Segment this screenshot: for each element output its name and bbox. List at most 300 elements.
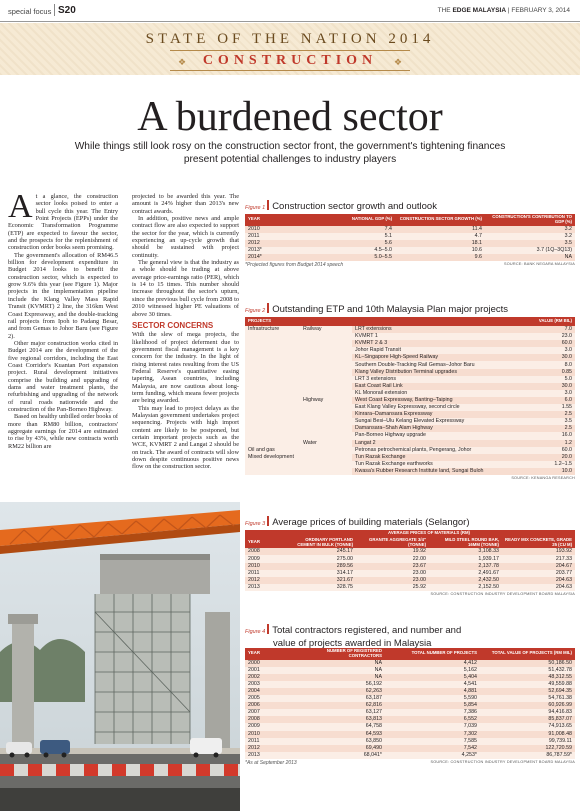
- table-cell: 2,491.67: [429, 570, 502, 577]
- figure-label: Figure 2: [245, 308, 266, 314]
- table-cell: 7,386: [385, 709, 480, 716]
- table-cell: 4.7: [395, 233, 485, 240]
- column-header: CONSTRUCTION'S CONTRIBUTION TO GDP (%): [485, 214, 575, 226]
- table-cell: [245, 347, 300, 354]
- paragraph: With the slew of mega projects, the likelihood of project deferment due to government fiscal management is a key concern for the industry. In the light of rising interest rates resulting from the US Federal Reserve's quantitative easing tapering, Asean countries, including Malaysia, are now cautious about long-term funding, which means fewer projects are being awarded.: [132, 331, 239, 405]
- banner-subtitle: CONSTRUCTION: [202, 53, 378, 68]
- table-cell: [245, 376, 300, 383]
- table-row: [245, 233, 575, 240]
- paragraph: [8, 188, 118, 252]
- table-cell: [300, 383, 352, 390]
- table-cell: 63,187: [290, 695, 385, 702]
- table-cell: [300, 418, 352, 425]
- projects-table: [245, 317, 575, 475]
- table-cell: 204.63: [502, 584, 575, 591]
- table-cell: 54,761.38: [480, 695, 575, 702]
- column-header: NATIONAL GDP (%): [315, 214, 395, 226]
- table-cell: 85,837.07: [480, 716, 575, 723]
- table-cell: 5.6: [315, 240, 395, 247]
- table-row: [245, 688, 575, 695]
- table-cell: [245, 425, 300, 432]
- ornament-right-icon: ❖: [394, 57, 403, 67]
- table-cell: 64,593: [290, 731, 385, 738]
- table-row: [245, 240, 575, 247]
- table-cell: 63,850: [290, 738, 385, 745]
- table-cell: [300, 361, 352, 368]
- table-cell: 23.0: [532, 333, 575, 340]
- table-cell: 3.5: [485, 240, 575, 247]
- paragraph: projected to be awarded this year. The amount is 24% higher than 2013's new contract awards.: [132, 193, 239, 215]
- contractors-table: [245, 648, 575, 759]
- column-header: YEAR: [245, 214, 315, 226]
- table-cell: [300, 390, 352, 397]
- banner-rule-top: [170, 50, 410, 51]
- table-row: [245, 447, 575, 454]
- table-cell: 62,263: [290, 688, 385, 695]
- table-cell: NA: [290, 667, 385, 674]
- table-cell: [300, 432, 352, 439]
- table-row: [245, 738, 575, 745]
- table-cell: 68,041*: [290, 752, 385, 759]
- table-row: [245, 404, 575, 411]
- table-row: [245, 702, 575, 709]
- figure-title: [245, 516, 575, 530]
- table-cell: 2013*: [245, 247, 315, 254]
- table-cell: [300, 461, 352, 468]
- column-header: READY MIX CONCRETE, GRADE 25 (CU M): [502, 537, 575, 549]
- table-cell: 2011: [245, 570, 283, 577]
- table-cell: 1.55: [532, 404, 575, 411]
- footnote: *Projected figures from Budget 2014 speech: [245, 262, 344, 269]
- table-cell: Tun Razak Exchange earthworks: [352, 461, 532, 468]
- table-cell: 3.5: [532, 418, 575, 425]
- table-cell: KL–Singapore High-Speed Railway: [352, 354, 532, 361]
- body-column-2: [132, 193, 239, 471]
- table-row: [245, 548, 575, 555]
- table-cell: Johor Rapid Transit: [352, 347, 532, 354]
- column-header: NUMBER OF REGISTERED CONTRACTORS: [290, 648, 385, 660]
- table-cell: 23.00: [356, 577, 429, 584]
- table-cell: Railway: [300, 326, 352, 333]
- table-row: [245, 695, 575, 702]
- materials-table: [245, 530, 575, 591]
- subheading: SECTOR CONCERNS: [132, 320, 214, 330]
- table-cell: 16.0: [532, 432, 575, 439]
- construction-photo-icon: [0, 502, 240, 811]
- figure-2: [245, 303, 575, 484]
- table-cell: [245, 354, 300, 361]
- table-cell: [300, 411, 352, 418]
- source-line: SOURCE: KENANGA RESEARCH: [511, 475, 575, 480]
- table-row: [245, 333, 575, 340]
- paragraph: The government's allocation of RM46.5 billion for development expenditure in Budget 2014 looks to benefit the construction sector, which is expected to grow 9.6% this year (see Figure 1). Major projects in the implementation pipeline include the Klang Valley Mass Rapid Transit (KVMRT) 2 line, the 316km West Coast Expressway, and the double-tracking rail projects from Ipoh to Padang Besar, and from Gemas to Johor Baru (see Figure 2).: [8, 251, 118, 340]
- table-cell: 275.00: [283, 555, 356, 562]
- table-cell: 60,926.99: [480, 702, 575, 709]
- figure-note: [245, 592, 575, 600]
- table-cell: 2008: [245, 716, 290, 723]
- table-cell: [300, 340, 352, 347]
- table-cell: 5,854: [385, 702, 480, 709]
- table-row: [245, 745, 575, 752]
- table-cell: [245, 440, 300, 447]
- figure-note: [245, 262, 575, 270]
- column-header: PROJECTS: [245, 317, 300, 326]
- table-cell: 2012: [245, 745, 290, 752]
- table-cell: 2.5: [532, 425, 575, 432]
- table-row: [245, 226, 575, 233]
- table-body: [245, 226, 575, 261]
- table-cell: Infrastructure: [245, 326, 300, 333]
- figure-title-text: Construction sector growth and outlook: [272, 201, 437, 212]
- table-cell: 20.0: [532, 454, 575, 461]
- table-cell: 2011: [245, 233, 315, 240]
- table-cell: 2001: [245, 667, 290, 674]
- column-header-blank: [245, 530, 283, 537]
- ornament-left-icon: ❖: [178, 57, 187, 67]
- table-cell: 3.7 (1Q–3Q13): [485, 247, 575, 254]
- table-cell: 3,108.33: [429, 548, 502, 555]
- figure-label: Figure 3: [245, 521, 266, 527]
- table-cell: 2008: [245, 548, 283, 555]
- table-row: [245, 660, 575, 667]
- table-body: [245, 548, 575, 591]
- table-row: [245, 418, 575, 425]
- table-cell: 5.0–5.5: [315, 254, 395, 261]
- table-row: [245, 667, 575, 674]
- column-header: MILD STEEL ROUND BAR, 16MM (TONNE): [429, 537, 502, 549]
- table-cell: 2014*: [245, 254, 315, 261]
- source-line: SOURCE: CONSTRUCTION INDUSTRY DEVELOPMENT BOARD MALAYSIA: [430, 591, 575, 596]
- table-cell: Pan-Borneo Highway upgrade: [352, 432, 532, 439]
- table-row: [245, 555, 575, 562]
- table-cell: 23.67: [356, 563, 429, 570]
- column-header: ORDINARY PORTLAND CEMENT IN BULK (TONNE): [283, 537, 356, 549]
- table-cell: 1,939.17: [429, 555, 502, 562]
- body-column-1: [8, 188, 118, 450]
- figure-label: Figure 1: [245, 205, 266, 211]
- table-row: [245, 716, 575, 723]
- table-cell: NA: [290, 674, 385, 681]
- table-cell: 91,008.48: [480, 731, 575, 738]
- table-cell: LRT 3 extensions: [352, 376, 532, 383]
- table-cell: 63,813: [290, 716, 385, 723]
- construction-site-photo: [0, 502, 240, 811]
- table-header-row: [245, 317, 575, 326]
- table-cell: [245, 369, 300, 376]
- paragraph-text: t a glance, the construction sector looks poised to enter a bull cycle this year. The Entry Point Projects (EPPs) under the Economic Transformation Programme (ETP) are expected to favour the sector, and the prospects for the replenishment of construction order books seem promising.: [8, 193, 118, 252]
- banner-rule-bottom: [170, 70, 410, 71]
- table-cell: [245, 397, 300, 404]
- table-cell: 4,541: [385, 681, 480, 688]
- table-cell: 7,542: [385, 745, 480, 752]
- table-cell: [245, 418, 300, 425]
- table-cell: 2013: [245, 752, 290, 759]
- table-cell: 6.0: [532, 397, 575, 404]
- table-cell: 2007: [245, 709, 290, 716]
- table-cell: 328.75: [283, 584, 356, 591]
- table-cell: LRT extensions: [352, 326, 532, 333]
- figure-title: [245, 303, 575, 317]
- table-cell: [300, 404, 352, 411]
- table-cell: NA: [290, 660, 385, 667]
- title-accent-bar: [267, 200, 269, 210]
- table-cell: West Coast Expressway, Banting–Taiping: [352, 397, 532, 404]
- table-cell: 2002: [245, 674, 290, 681]
- table-cell: 4,253*: [385, 752, 480, 759]
- table-cell: 2000: [245, 660, 290, 667]
- table-cell: Highway: [300, 397, 352, 404]
- table-cell: 2003: [245, 681, 290, 688]
- table-header-row: [245, 648, 575, 660]
- table-cell: 2006: [245, 702, 290, 709]
- table-cell: 18.1: [395, 240, 485, 247]
- article-standfirst: While things still look rosy on the construction sector front, the government's tightening finances present potential challenges to industry players: [74, 141, 506, 165]
- table-cell: 204.67: [502, 563, 575, 570]
- table-cell: KL Monorail extension: [352, 390, 532, 397]
- table-cell: Southern Double-Tracking Rail Gemas–Johor Baru: [352, 361, 532, 368]
- table-cell: KVMRT 1: [352, 333, 532, 340]
- table-row: [245, 326, 575, 333]
- table-cell: 2013: [245, 584, 283, 591]
- source-line: SOURCE: BANK NEGARA MALAYSIA: [504, 262, 575, 267]
- table-cell: 2010: [245, 226, 315, 233]
- table-cell: 69,490: [290, 745, 385, 752]
- table-row: [245, 752, 575, 759]
- table-header-row: [245, 214, 575, 226]
- table-cell: 64,758: [290, 723, 385, 730]
- paragraph: Other major construction works cited in Budget 2014 are the development of the five regional corridors, including the East Coast Corridor's Kuantan Port expansion project. Rural development initiatives comprise the building and upgrading of dams and water treatment plants, the refurbishing and upgrading of the network of rural roads nationwide and the construction of the Pan-Borneo Highway.: [8, 339, 118, 413]
- table-cell: KVMRT 2 & 3: [352, 340, 532, 347]
- figure-note: [245, 476, 575, 484]
- figure-1: [245, 200, 575, 270]
- table-cell: [300, 447, 352, 454]
- table-cell: 245.17: [283, 548, 356, 555]
- table-cell: [300, 376, 352, 383]
- section-label: special focus: [8, 7, 52, 16]
- publication-date: FEBRUARY 3, 2014: [511, 7, 570, 14]
- paragraph: In addition, positive news and ample contract flow are also expected to support the sector for the year, which is currently experiencing an up-cycle growth that should be sustained with project continuity.: [132, 215, 239, 259]
- table-cell: 2,432.50: [429, 577, 502, 584]
- table-cell: 19.92: [356, 548, 429, 555]
- table-cell: 314.17: [283, 570, 356, 577]
- growth-table: [245, 214, 575, 261]
- table-cell: 8.0: [532, 361, 575, 368]
- table-cell: East Coast Rail Link: [352, 383, 532, 390]
- drop-cap: A: [8, 188, 33, 225]
- table-cell: 1.2–1.5: [532, 461, 575, 468]
- table-row: [245, 425, 575, 432]
- table-cell: 2005: [245, 695, 290, 702]
- table-cell: 3.2: [485, 233, 575, 240]
- table-cell: East Klang Valley Expressway, second circle: [352, 404, 532, 411]
- table-cell: 2,152.50: [429, 584, 502, 591]
- table-cell: Sungai Besi–Ulu Kelang Elevated Expressway: [352, 418, 532, 425]
- table-cell: 22.00: [356, 555, 429, 562]
- table-cell: [245, 461, 300, 468]
- table-cell: 30.0: [532, 354, 575, 361]
- column-group-header: AVERAGE PRICES OF MATERIALS (RM): [283, 530, 575, 537]
- table-cell: [245, 383, 300, 390]
- table-row: [245, 432, 575, 439]
- table-cell: 321.67: [283, 577, 356, 584]
- figure-3: [245, 516, 575, 600]
- figure-title-text: Outstanding ETP and 10th Malaysia Plan major projects: [272, 304, 509, 315]
- page-header: [0, 0, 580, 22]
- table-row: [245, 461, 575, 468]
- table-cell: 9.6: [395, 254, 485, 261]
- table-row: [245, 570, 575, 577]
- table-cell: 86,787.59*: [480, 752, 575, 759]
- table-cell: 4,412: [385, 660, 480, 667]
- table-cell: [300, 333, 352, 340]
- table-row: [245, 440, 575, 447]
- table-cell: 51,432.78: [480, 667, 575, 674]
- table-cell: 62,816: [290, 702, 385, 709]
- table-cell: 4,881: [385, 688, 480, 695]
- table-cell: 7.0: [532, 326, 575, 333]
- table-row: [245, 369, 575, 376]
- table-cell: 6,552: [385, 716, 480, 723]
- article-headline: A burdened sector: [137, 94, 443, 140]
- column-header: TOTAL NUMBER OF PROJECTS: [385, 648, 480, 660]
- figure-title-line-1: Total contractors registered, and number and: [272, 625, 462, 636]
- table-cell: 2,137.78: [429, 563, 502, 570]
- table-cell: 2012: [245, 577, 283, 584]
- figure-note: [245, 760, 575, 768]
- source-line: SOURCE: CONSTRUCTION INDUSTRY DEVELOPMENT BOARD MALAYSIA: [430, 759, 575, 764]
- table-cell: 193.92: [502, 548, 575, 555]
- table-cell: Langat 2: [352, 440, 532, 447]
- footnote: *As at September 2013: [245, 759, 297, 766]
- column-header: GRANITE AGGREGATE 3/4" (TONNE): [356, 537, 429, 549]
- table-cell: [300, 425, 352, 432]
- table-cell: 3.0: [532, 347, 575, 354]
- table-cell: [245, 411, 300, 418]
- column-header: YEAR: [245, 648, 290, 660]
- table-cell: Tun Razak Exchange: [352, 454, 532, 461]
- section-banner: [0, 23, 580, 75]
- table-row: [245, 731, 575, 738]
- banner-title: STATE OF THE NATION 2014: [145, 31, 435, 47]
- table-body: [245, 326, 575, 475]
- paragraph: Based on healthy unbilled order books of more than RM80 billion, contractors' aggregate earnings for 2014 are estimated to rise by 43%, while new contracts worth RM22 billion are: [8, 413, 118, 450]
- table-cell: 48,312.55: [480, 674, 575, 681]
- table-cell: 2009: [245, 723, 290, 730]
- table-cell: 7.4: [315, 226, 395, 233]
- table-cell: 5,162: [385, 667, 480, 674]
- column-header: [300, 317, 352, 326]
- table-cell: [300, 454, 352, 461]
- table-row: [245, 354, 575, 361]
- table-row: [245, 254, 575, 261]
- table-row: [245, 397, 575, 404]
- table-row: [245, 383, 575, 390]
- table-cell: 122,720.59: [480, 745, 575, 752]
- table-cell: 25.92: [356, 584, 429, 591]
- paragraph: The general view is that the industry as a whole should be trading at above average price-earnings ratio (PER), which is 14 to 15 times. This number should increase throughout the sector's upturn, since the previous bull cycle from 2008 to 2010 witnessed higher PE valuations of above 30 times.: [132, 259, 239, 318]
- table-cell: [245, 432, 300, 439]
- table-cell: 60.0: [532, 340, 575, 347]
- table-row: [245, 411, 575, 418]
- table-cell: 99,739.11: [480, 738, 575, 745]
- table-row: [245, 340, 575, 347]
- table-row: [245, 376, 575, 383]
- table-cell: 2004: [245, 688, 290, 695]
- table-cell: 7,585: [385, 738, 480, 745]
- column-header: [352, 317, 532, 326]
- table-cell: 2010: [245, 563, 283, 570]
- table-cell: Damansara–Shah Alam Highway: [352, 425, 532, 432]
- header-divider: [54, 4, 55, 16]
- table-row: [245, 709, 575, 716]
- table-cell: [245, 390, 300, 397]
- table-cell: [245, 361, 300, 368]
- table-cell: 50,186.50: [480, 660, 575, 667]
- table-row: [245, 674, 575, 681]
- table-row: [245, 723, 575, 730]
- table-cell: 204.63: [502, 577, 575, 584]
- table-row: [245, 454, 575, 461]
- table-cell: [245, 468, 300, 475]
- column-header: YEAR: [245, 537, 283, 549]
- table-cell: [245, 333, 300, 340]
- table-cell: 7,039: [385, 723, 480, 730]
- table-cell: NA: [485, 254, 575, 261]
- table-cell: 10.0: [532, 468, 575, 475]
- table-cell: Petronas petrochemical plants, Pengerang, Johor: [352, 447, 532, 454]
- table-cell: 2012: [245, 240, 315, 247]
- table-cell: 4.5–5.0: [315, 247, 395, 254]
- table-cell: 5.1: [315, 233, 395, 240]
- table-cell: Oil and gas: [245, 447, 300, 454]
- figure-title-line-2: value of projects awarded in Malaysia: [273, 638, 432, 648]
- table-superheader-row: [245, 530, 575, 537]
- page-number: S20: [58, 5, 76, 16]
- table-cell: 2011: [245, 738, 290, 745]
- table-cell: [300, 468, 352, 475]
- table-cell: 2010: [245, 731, 290, 738]
- table-cell: Klang Valley Distribution Terminal upgrades: [352, 369, 532, 376]
- table-header-row: [245, 537, 575, 549]
- table-cell: 74,913.65: [480, 723, 575, 730]
- table-cell: [300, 369, 352, 376]
- table-row: [245, 681, 575, 688]
- figure-title: [245, 624, 575, 648]
- publication-prefix: THE: [437, 7, 453, 14]
- table-cell: [245, 340, 300, 347]
- table-cell: 3.2: [485, 226, 575, 233]
- title-accent-bar: [267, 624, 269, 634]
- figure-title: [245, 200, 575, 214]
- table-cell: 5,404: [385, 674, 480, 681]
- table-cell: 5,590: [385, 695, 480, 702]
- table-cell: 0.85: [532, 369, 575, 376]
- table-cell: Water: [300, 440, 352, 447]
- table-row: [245, 247, 575, 254]
- table-row: [245, 563, 575, 570]
- table-cell: 11.4: [395, 226, 485, 233]
- figure-label: Figure 4: [245, 629, 266, 635]
- table-cell: 203.77: [502, 570, 575, 577]
- table-cell: 60.0: [532, 447, 575, 454]
- table-cell: [300, 354, 352, 361]
- table-cell: Kwasa's Rubber Research Institute land, Sungai Buloh: [352, 468, 532, 475]
- publication-line: [438, 7, 570, 14]
- publication-name: EDGE MALAYSIA: [452, 7, 507, 14]
- table-row: [245, 390, 575, 397]
- table-cell: 10.6: [395, 247, 485, 254]
- table-cell: 217.33: [502, 555, 575, 562]
